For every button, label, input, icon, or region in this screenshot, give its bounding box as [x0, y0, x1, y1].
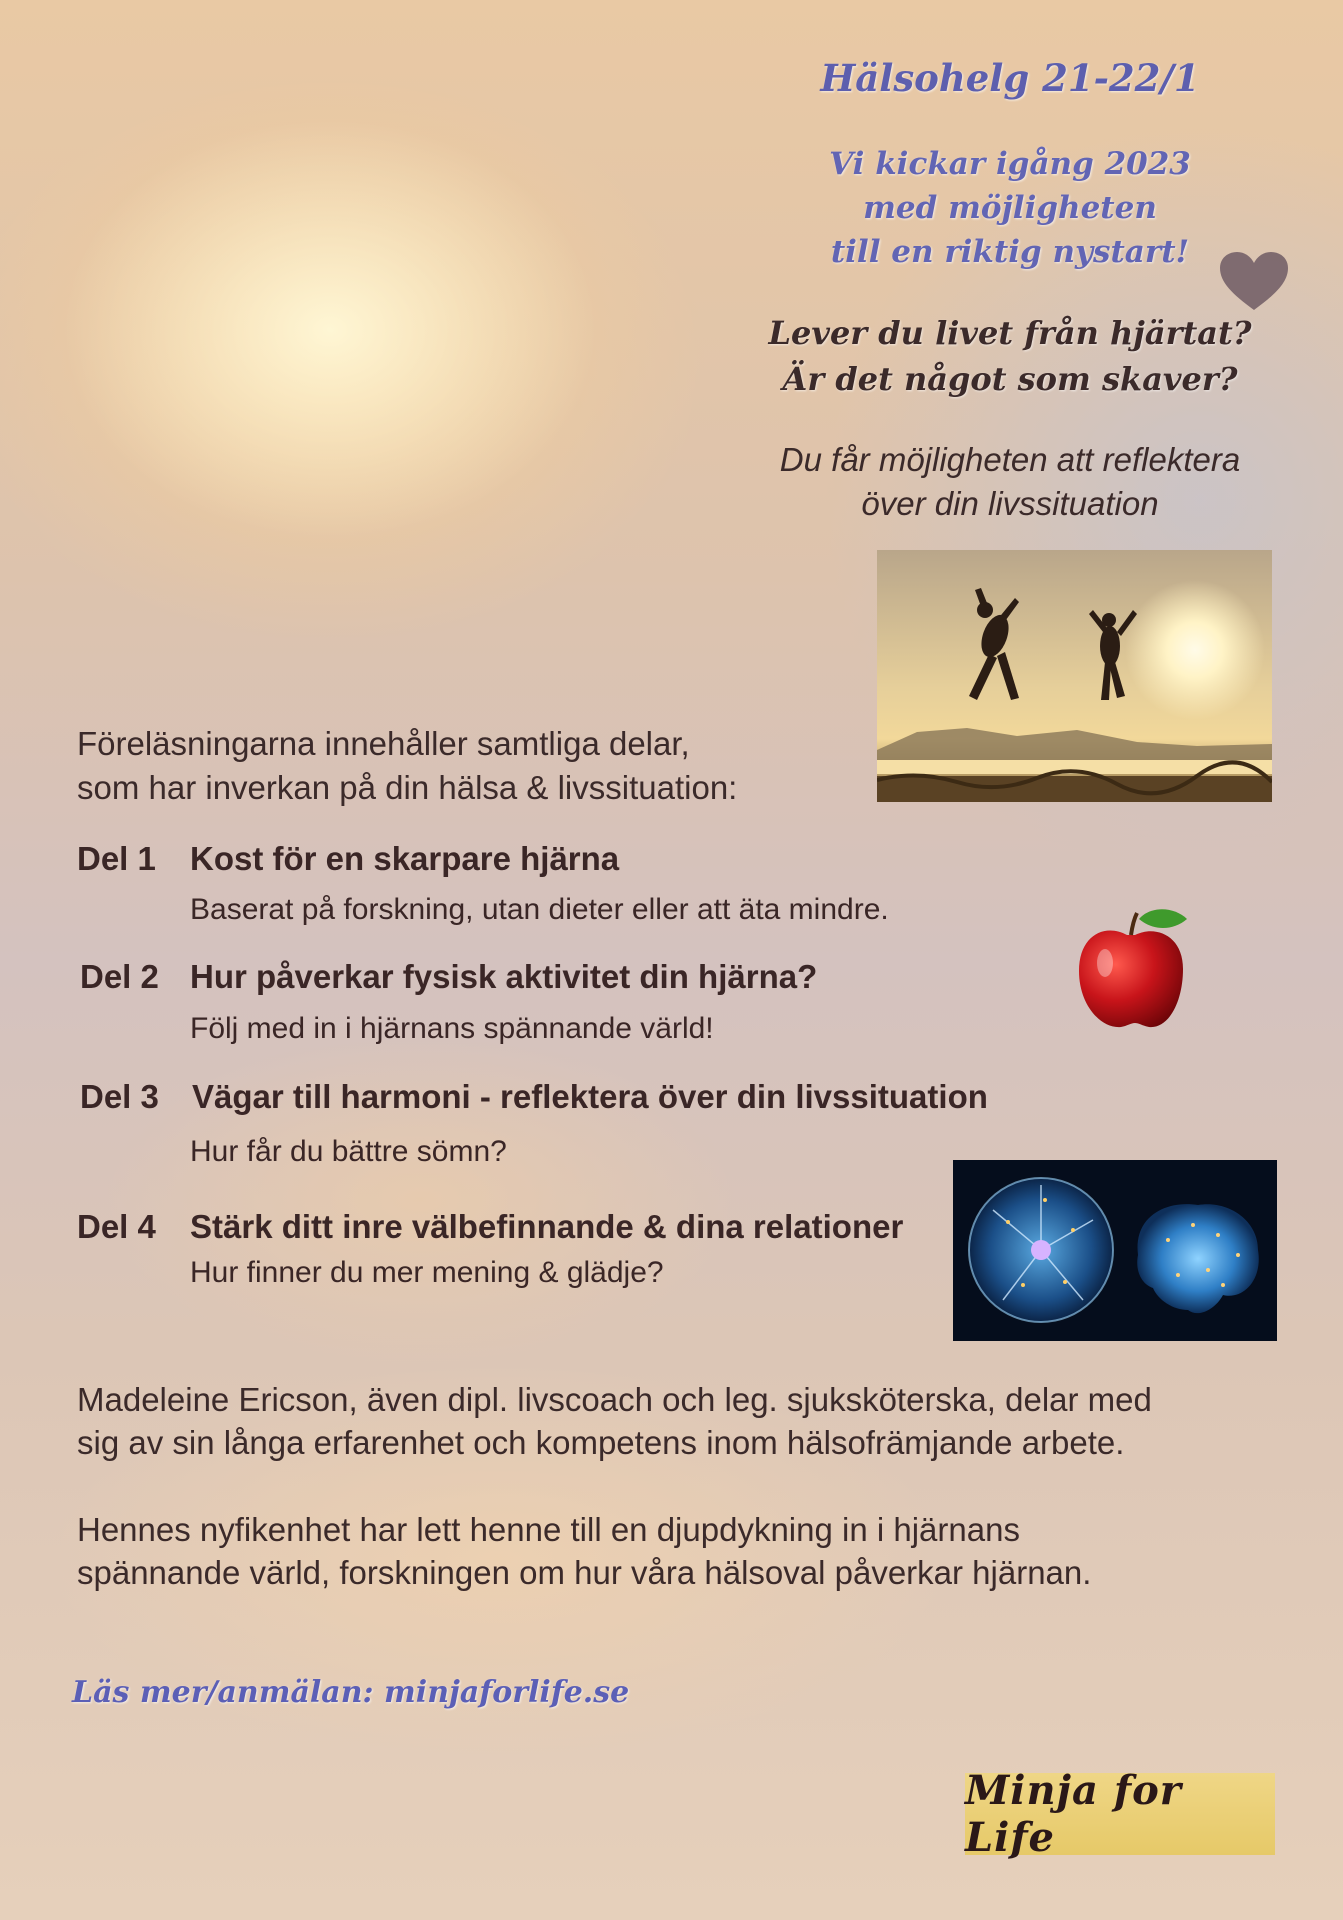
tagline: [780, 142, 1240, 274]
questions: [760, 310, 1260, 402]
reflect-line: Du får möjligheten att reflektera: [779, 441, 1241, 478]
tagline-line: Vi kickar igång 2023: [829, 146, 1191, 182]
intro-line: Föreläsningarna innehåller samtliga delar,: [77, 725, 690, 762]
bio-line: spännande värld, forskningen om hur våra hälsoval påverkar hjärnan.: [77, 1554, 1092, 1591]
reflect-line: över din livssituation: [861, 485, 1159, 522]
part-title: Vägar till harmoni - reflektera över din livssituation: [192, 1078, 988, 1115]
event-title: Hälsohelg 21-22/1: [820, 56, 1200, 100]
bio-line: sig av sin långa erfarenhet och kompetens inom hälsofrämjande arbete.: [77, 1424, 1125, 1461]
bio-line: Hennes nyfikenhet har lett henne till en djupdykning in i hjärnans: [77, 1511, 1020, 1548]
question-line: Är det något som skaver?: [782, 360, 1238, 398]
part-title: Hur påverkar fysisk aktivitet din hjärna?: [190, 958, 818, 995]
question-line: Lever du livet från hjärtat?: [768, 314, 1252, 352]
intro-line: som har inverkan på din hälsa & livssituation:: [77, 769, 738, 806]
part-label: Del 2: [80, 958, 159, 995]
bio-paragraph-1: [77, 1378, 1277, 1464]
part-title: Kost för en skarpare hjärna: [190, 840, 620, 877]
part-label: Del 1: [77, 840, 156, 877]
apple-icon: [1075, 905, 1193, 1030]
bio-line: Madeleine Ericson, även dipl. livscoach och leg. sjuksköterska, delar med: [77, 1381, 1152, 1418]
part-description: Baserat på forskning, utan dieter eller att äta mindre.: [190, 893, 889, 926]
part-description: Hur finner du mer mening & glädje?: [190, 1256, 664, 1289]
heart-icon: [1218, 250, 1290, 312]
bio-paragraph-2: [77, 1508, 1277, 1594]
part-description: Hur får du bättre sömn?: [190, 1135, 507, 1168]
logo-text: Minja for Life: [965, 1767, 1182, 1861]
part-label: Del 3: [80, 1078, 159, 1115]
register-link[interactable]: Läs mer/anmälan: minjaforlife.se: [72, 1675, 630, 1710]
tagline-line: med möjligheten: [863, 190, 1157, 226]
part-title: Stärk ditt inre välbefinnande & dina relationer: [190, 1208, 904, 1245]
part-label: Del 4: [77, 1208, 156, 1245]
tagline-line: till en riktig nystart!: [830, 234, 1190, 270]
part-description: Följ med in i hjärnans spännande värld!: [190, 1012, 714, 1045]
intro-text: [77, 722, 737, 810]
brain-neurons-photo: [953, 1160, 1277, 1341]
reflect-text: [740, 438, 1280, 526]
minja-for-life-logo: [965, 1767, 1275, 1861]
jumping-people-photo: [877, 550, 1272, 802]
